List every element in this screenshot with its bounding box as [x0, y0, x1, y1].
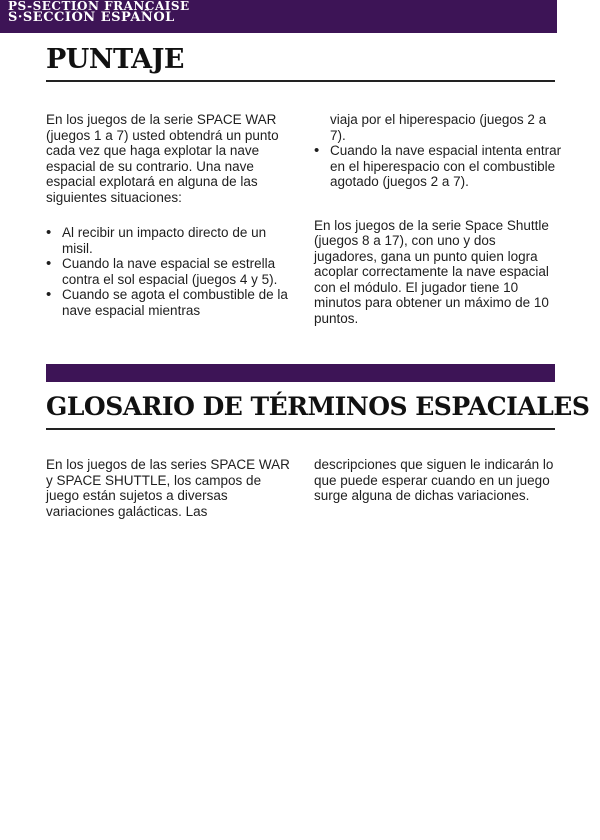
section-title-glosario: GLOSARIO DE TÉRMINOS ESPACIALES: [46, 392, 590, 421]
header-label-spanish: S·SECCIÓN ESPAÑOL: [8, 10, 175, 25]
section-title-puntaje: PUNTAJE: [46, 44, 184, 75]
list-item: • Cuando la nave espacial se estrella contra el sol espacial (juegos 4 y 5).: [46, 256, 294, 287]
bullet-list: [314, 143, 562, 190]
section-divider-band: [46, 364, 555, 382]
list-item: • Cuando se agota el combustible de la nave espacial mientras: [46, 287, 294, 318]
list-item: • Al recibir un impacto directo de un misil.: [46, 225, 294, 256]
glosario-right-text: descripciones que siguen le indicarán lo que puede esperar cuando en un juego surge alguna de dichas variaciones.: [314, 457, 554, 503]
puntaje-right-column: [314, 112, 562, 326]
bullet-list: [46, 225, 294, 318]
puntaje-intro: En los juegos de la serie SPACE WAR (juegos 1 a 7) usted obtendrá un punto cada vez que haga explotar la nave espacial de su contrario. Una nave espacial explotará en alguna de las siguientes situaciones:: [46, 112, 279, 205]
shuttle-scoring-paragraph: En los juegos de la serie Space Shuttle (juegos 8 a 17), con uno y dos jugadores, gana un punto quien logra acoplar correctamente la nave espacial con el módulo. El jugador tiene 10 minutos para obtener un máximo de 10 puntos.: [314, 217, 549, 326]
list-item: • Cuando la nave espacial intenta entrar en el hiperespacio con el combustible agotado (juegos 2 a 7).: [314, 143, 562, 190]
glosario-left-text: En los juegos de las series SPACE WAR y SPACE SHUTTLE, los campos de juego están sujetos a diversas variaciones galácticas. Las: [46, 457, 290, 519]
glosario-left-column: [46, 457, 294, 519]
header-label-french: PS-SECTION FRANCAISE: [8, 0, 190, 13]
title-rule: [46, 428, 555, 430]
puntaje-left-column: [46, 112, 294, 318]
header-band: [0, 0, 557, 33]
title-rule: [46, 80, 555, 82]
bullet-continuation: viaja por el hiperespacio (juegos 2 a 7).: [330, 112, 547, 143]
glosario-right-column: [314, 457, 562, 504]
